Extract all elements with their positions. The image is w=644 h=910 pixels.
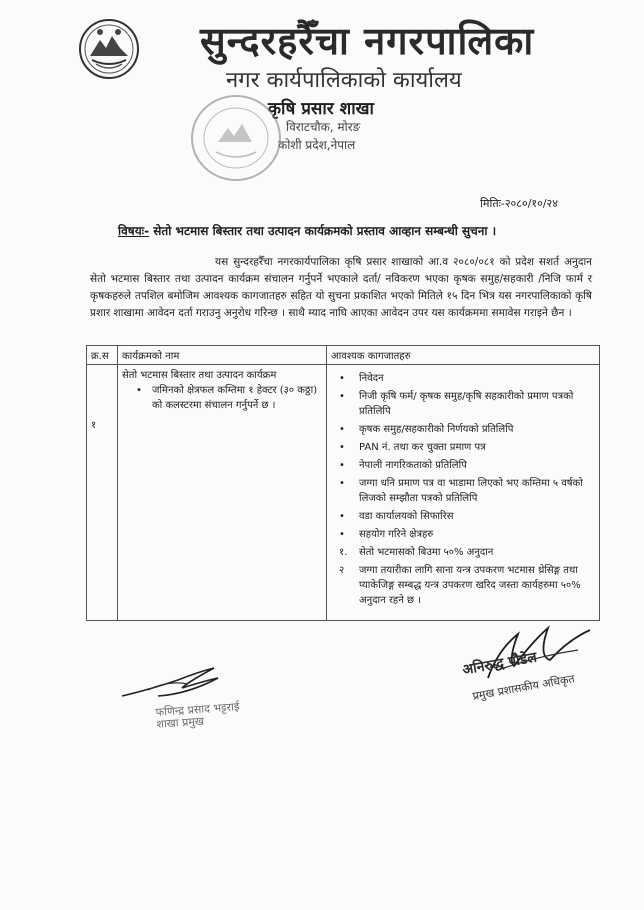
document-item (337, 389, 595, 419)
document-item-marker: • (339, 442, 345, 453)
document-item-text: कृषक समुह/सहकारीको निर्णयको प्रतिलिपि (359, 424, 514, 435)
row-sn: १ (87, 365, 118, 621)
left-signatory-stamp (155, 701, 240, 731)
document-item-text: PAN नं. तथा कर चुक्ता प्रमाण पत्र (359, 442, 486, 453)
document-item (337, 371, 595, 386)
right-signature (478, 620, 598, 684)
subject-line (118, 222, 496, 239)
notice-body (90, 254, 592, 322)
office-title: नगर कार्यपालिकाको कार्यालय (226, 68, 462, 93)
municipality-title: सुन्दरहरैँचा नगरपालिका (200, 19, 535, 63)
document-item-text: जग्गा धनि प्रमाण पत्र वा भाडामा लिएको भए कम्तिमा ५ वर्षको लिजको सम्झौता पत्रको प्रतिलिपि (359, 478, 583, 504)
document-item-text: वडा कार्यालयको सिफारिस (359, 511, 454, 522)
document-item-marker: • (339, 391, 345, 402)
document-item-marker: • (339, 529, 345, 540)
document-item (337, 545, 595, 560)
table-row (87, 365, 600, 621)
document-item-marker: • (339, 460, 345, 471)
document-item-text: सहयोग गरिने क्षेत्रहरु (359, 529, 434, 540)
document-item-marker: १. (339, 547, 348, 558)
left-stamp-line-2: शाखा प्रमुख (156, 714, 205, 731)
office-seal-stamp (188, 92, 284, 184)
col-header-documents: आवश्यक कागजातहरु (327, 346, 600, 365)
document-item-text: निजी कृषि फर्म/ कृषक समुह/कृषि सहकारीको प्रमाण पत्रको प्रतिलिपि (359, 391, 574, 417)
document-item-text: सेतो भटमासको बिउमा ५०% अनुदान (359, 547, 494, 558)
subject-text: सेतो भटमास बिस्तार तथा उत्पादन कार्यक्रमको प्रस्ताव आव्हान सम्बन्धी सुचना । (153, 224, 497, 238)
document-item (337, 563, 595, 608)
document-item-marker: • (339, 373, 345, 384)
program-title: सेतो भटमास बिस्तार तथा उत्पादन कार्यक्रम (122, 370, 277, 381)
subject-label: विषयः- (118, 224, 150, 238)
document-item (337, 440, 595, 455)
program-table (86, 345, 600, 621)
document-item (337, 458, 595, 473)
document-item-text: जग्गा तयारीका लागि साना यन्त्र उपकरण भटमास थ्रेसिङ्ग तथा प्याकेजिङ्ग सम्बद्ध यन्त्र उपकरण खरिद जस्ता कार्यहरुमा ५०% अनुदान रहने छ । (359, 565, 581, 606)
address-line-1: विराटचौक, मोरङ (286, 120, 361, 134)
document-item-marker: २ (339, 565, 345, 576)
left-stamp-line-1: फणिन्द्र प्रसाद भट्टराई (155, 700, 240, 719)
nepal-emblem-logo (78, 18, 140, 80)
address-line-2: कोशी प्रदेश,नेपाल (278, 138, 356, 152)
documents-list (337, 371, 595, 608)
branch-title: कृषि प्रसार शाखा (268, 99, 374, 119)
row-documents (327, 365, 600, 621)
notice-date: मितिः-२०८०/१०/२४ (480, 197, 558, 210)
table-header-row (87, 346, 600, 365)
left-signature (118, 660, 224, 702)
right-signatory-title: प्रमुख प्रशासकीय अधिकृत (471, 672, 576, 703)
document-item-marker: • (339, 511, 345, 522)
document-item-text: निवेदन (359, 373, 384, 384)
document-item (337, 476, 595, 506)
document-item-marker: • (339, 478, 345, 489)
row-program (118, 365, 327, 621)
col-header-sn: क्र.स (87, 346, 118, 365)
col-header-program: कार्यक्रमको नाम (118, 346, 327, 365)
document-item-marker: • (339, 424, 345, 435)
right-signatory-name: अनिरुद्ध पौडेल (461, 649, 538, 679)
document-item (337, 509, 595, 524)
document-item (337, 527, 595, 542)
notice-paragraph: यस सुन्दरहरैँचा नगरकार्यपालिका कृषि प्रसार शाखाको आ.व २०८०/०८१ को प्रदेश सशर्त अनुदान सेतो भटमास बिस्तार तथा उत्पादन कार्यक्रम संचालन गर्नुपर्ने भएकाले दर्ता/ नविकरण भएका कृषक समुह/सहकारी /निजि फार्म र कृषकहरुले तपशिल बमोजिम आवश्यक कागजातहरु सहित यो सुचना प्रकाशित भएको मितिले १५ दिन भित्र यस नगरपालिकाको कृषि प्रशार शाखामा आवेदन दर्ता गराउनु अनुरोध गरिन्छ । साथै म्याद नाघि आएका आवेदन उपर यस कार्यक्रममा समावेस गराइने छैन । (90, 256, 592, 319)
program-condition: • जमिनको क्षेत्रफल कम्तिमा १ हेक्टर (३० कठ्ठा) को कलस्टरमा संचालन गर्नुपर्ने छ । (136, 383, 322, 413)
document-item-text: नेपाली नागरिकताको प्रतिलिपि (359, 460, 467, 471)
document-item (337, 422, 595, 437)
